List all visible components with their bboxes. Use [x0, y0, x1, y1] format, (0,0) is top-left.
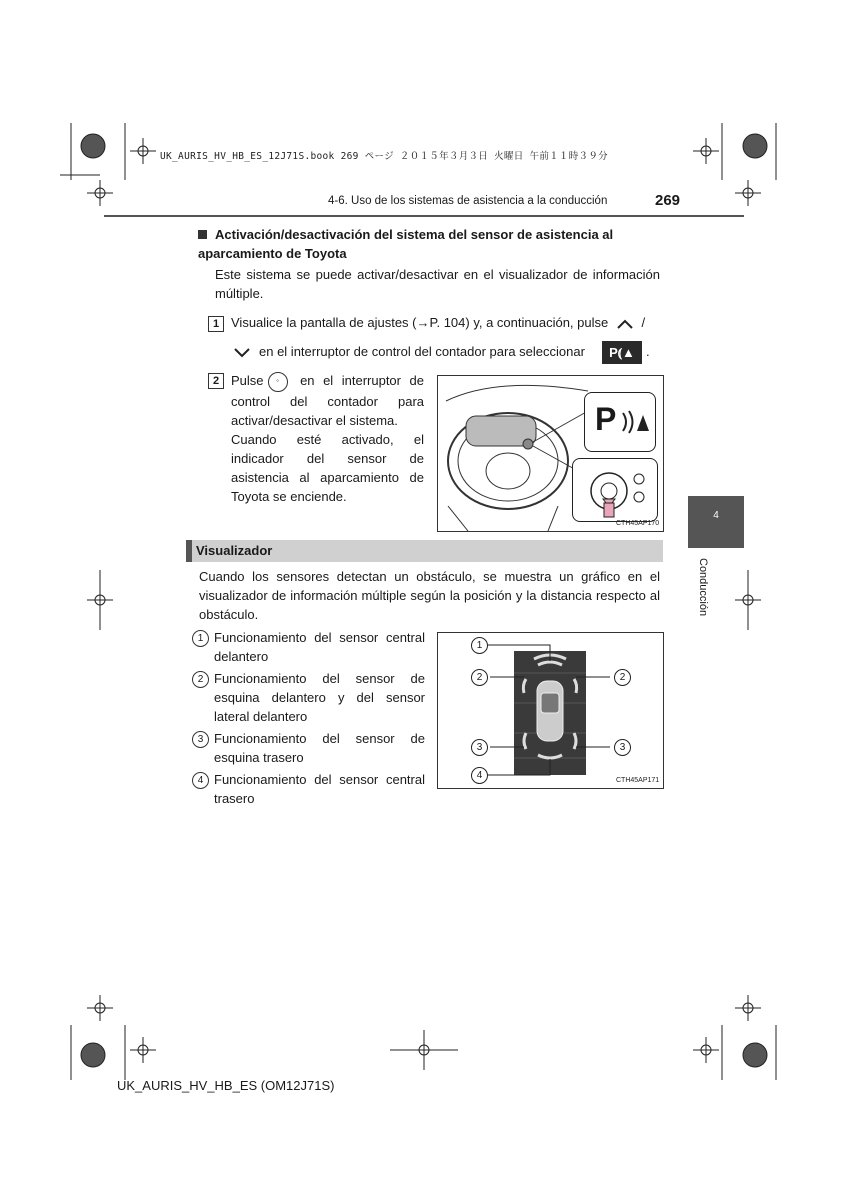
callout-4: 4: [471, 767, 488, 784]
header-rule: [104, 215, 744, 217]
list-item: [192, 770, 425, 808]
item-number: 4: [192, 772, 209, 789]
step-1-period: .: [646, 344, 650, 359]
sensor-display-illustration: [438, 633, 663, 788]
item-number: 3: [192, 731, 209, 748]
page-number: 269: [655, 192, 681, 209]
callout-3-left: 3: [471, 739, 488, 756]
switch-callout: [572, 458, 658, 522]
chapter-label: Conducción: [697, 558, 709, 617]
step-1-number: 1: [208, 316, 224, 332]
callout-3-right: 3: [614, 739, 631, 756]
item-text: Funcionamiento del sensor de esquina delantero y del sensor lateral delantero: [214, 671, 425, 724]
figure-2-code: CTH45AP171: [616, 777, 660, 784]
intro-paragraph: Este sistema se puede activar/desactivar en el visualizador de información múltiple.: [215, 267, 660, 301]
step-1-text-a: Visualice la pantalla de ajustes (→P. 104) y, a continuación, pulse: [231, 315, 609, 330]
footer-code: UK_AURIS_HV_HB_ES (OM12J71S): [117, 1078, 335, 1093]
section-title: 4-6. Uso de los sistemas de asistencia a la conducción: [328, 195, 608, 207]
list-item: [192, 729, 425, 767]
heading-text: Activación/desactivación del sistema del sensor de asistencia al aparcamiento de Toyota: [198, 227, 614, 261]
parking-assist-icon: P⦅▲: [602, 341, 642, 364]
item-text: Funcionamiento del sensor central delantero: [214, 630, 425, 664]
parking-letter: P: [595, 401, 617, 437]
item-number: 2: [192, 671, 209, 688]
step-1-text-b: en el interruptor de control del contador para seleccionar: [259, 344, 585, 359]
figure-sensor-display: [437, 632, 664, 789]
print-info-line: UK_AURIS_HV_HB_ES_12J71S.book 269 ページ ２０１５年３月３日 火曜日 午前１１時３９分: [160, 151, 608, 162]
step-2-note: Cuando esté activado, el indicador del sensor de asistencia al aparcamiento de Toyota se enciende.: [231, 432, 424, 504]
figure-1-code: CTH45AP170: [616, 520, 660, 527]
callout-1: 1: [471, 637, 488, 654]
step-2-text: [231, 371, 424, 430]
step-1-slash: /: [641, 315, 646, 330]
item-text: Funcionamiento del sensor central trasero: [214, 772, 425, 806]
chapter-tab: 4: [688, 496, 744, 548]
square-bullet-icon: [198, 230, 207, 239]
callout-2-left: 2: [471, 669, 488, 686]
visualizador-title: Visualizador: [196, 543, 273, 558]
section-heading: [198, 225, 660, 263]
list-item: [192, 669, 425, 726]
step-1-text: [231, 315, 645, 330]
visualizador-paragraph: Cuando los sensores detectan un obstáculo, se muestra un gráfico en el visualizador de información múltiple según la posición y la distancia respecto al obstáculo.: [199, 569, 660, 622]
item-number: 1: [192, 630, 209, 647]
chevron-down-icon: [233, 347, 251, 359]
step-2-rest: en el interruptor de control del contador para activar/desactivar el sistema.: [231, 373, 424, 428]
step-2-number: 2: [208, 373, 224, 389]
callout-2-right: 2: [614, 669, 631, 686]
ok-button-icon: ◦: [268, 372, 288, 392]
list-item: [192, 628, 425, 666]
meter-switch-illustration: [573, 459, 657, 521]
parking-icon-callout: [584, 392, 656, 452]
figure-steering-switch: [437, 375, 664, 532]
item-text: Funcionamiento del sensor de esquina trasero: [214, 731, 425, 765]
chevron-up-icon: [616, 318, 634, 330]
sensor-wave-icon: [619, 407, 649, 437]
step-2-pulse: Pulse: [231, 373, 264, 388]
